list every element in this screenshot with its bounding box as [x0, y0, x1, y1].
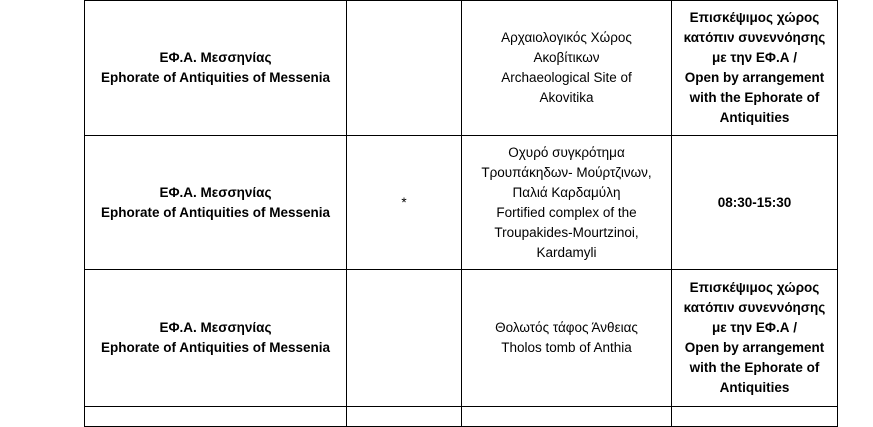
table-row: [85, 270, 838, 407]
ephorate-greek: ΕΦ.Α. Μεσσηνίας: [159, 320, 272, 335]
ephorate-cell: [85, 1, 347, 136]
ephorate-english: Ephorate of Antiquities of Messenia: [100, 70, 331, 85]
hours-line: με την ΕΦ.Α /: [711, 320, 798, 335]
hours-line: Επισκέψιμος χώρος: [689, 280, 820, 295]
table-row: [85, 136, 838, 270]
hours-line: Επισκέψιμος χώρος: [689, 10, 820, 25]
visiting-hours-cell: [672, 270, 838, 407]
hours-line: with the Ephorate of: [689, 360, 820, 375]
site-line: Παλιά Καρδαμύλη: [512, 184, 621, 200]
site-line: Αρχαιολογικός Χώρος: [501, 30, 632, 45]
site-cell: [462, 136, 672, 270]
site-line: Tholos tomb of Anthia: [501, 340, 632, 355]
mark-cell: [347, 1, 462, 136]
ephorate-english: Ephorate of Antiquities of Messenia: [100, 204, 331, 220]
site-line: Τρουπάκηδων- Μούρτζινων,: [481, 164, 652, 180]
hours-line: Open by arrangement: [684, 70, 825, 85]
monuments-table: [84, 0, 838, 427]
mark-cell: *: [347, 136, 462, 270]
site-line: Ακοβίτικων: [533, 50, 600, 65]
site-line: Οχυρό συγκρότημα: [508, 144, 625, 160]
site-line: Θολωτός τάφος Άνθειας: [495, 320, 638, 335]
hours-line: με την ΕΦ.Α /: [711, 50, 798, 65]
visiting-hours-cell: [672, 1, 838, 136]
ephorate-greek: ΕΦ.Α. Μεσσηνίας: [159, 50, 272, 65]
site-line: Fortified complex of the: [496, 204, 637, 220]
ephorate-cell: [85, 136, 347, 270]
hours-line: κατόπιν συνεννόησης: [683, 300, 826, 315]
hours-line: Antiquities: [719, 380, 790, 395]
hours-line: Open by arrangement: [684, 340, 825, 355]
mark-cell: [347, 270, 462, 407]
visiting-hours-cell: [672, 136, 838, 270]
ephorate-greek: ΕΦ.Α. Μεσσηνίας: [159, 184, 272, 200]
table-row: [85, 1, 838, 136]
hours-line: with the Ephorate of: [689, 90, 820, 105]
site-cell: [462, 1, 672, 136]
site-line: Kardamyli: [536, 244, 597, 260]
hours-line: 08:30-15:30: [717, 194, 792, 210]
site-line: Archaeological Site of: [501, 70, 632, 85]
site-cell: [462, 270, 672, 407]
hours-line: Antiquities: [719, 110, 790, 125]
ephorate-english: Ephorate of Antiquities of Messenia: [100, 340, 331, 355]
site-line: Akovitika: [539, 90, 594, 105]
ephorate-cell: [85, 270, 347, 407]
site-line: Troupakides-Mourtzinoi,: [494, 224, 639, 240]
hours-line: κατόπιν συνεννόησης: [683, 30, 826, 45]
